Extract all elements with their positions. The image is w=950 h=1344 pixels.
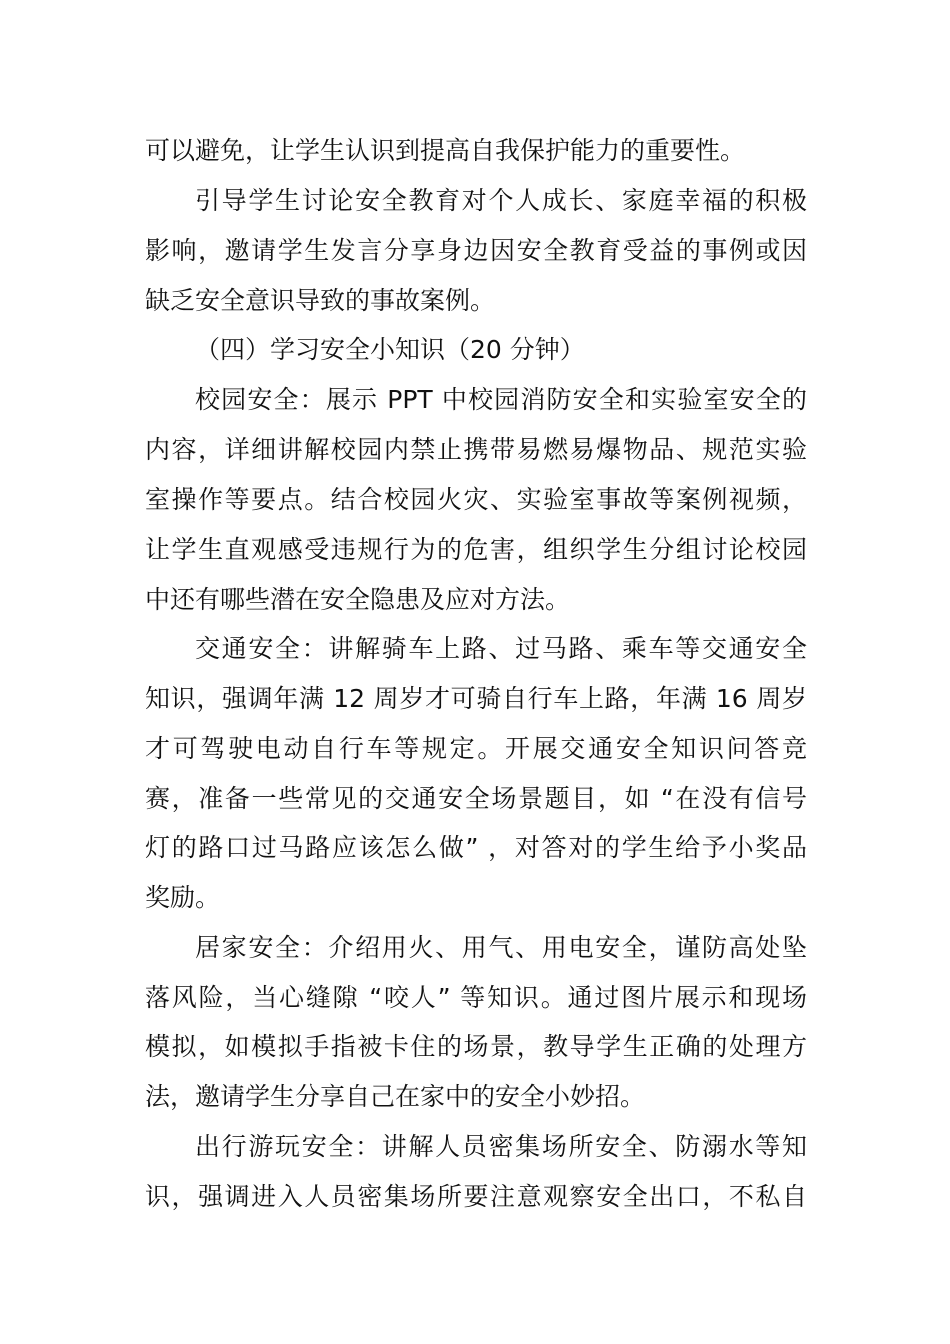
- paragraph-first-line: 校园安全：展示 PPT 中校园消防安全和实验室安全的: [195, 385, 807, 414]
- text-line: 知识，强调年满 12 周岁才可骑自行车上路，年满 16 周岁: [145, 684, 807, 713]
- text-line: 模拟，如模拟手指被卡住的场景，教导学生正确的处理方: [145, 1032, 807, 1061]
- text-line: 室操作等要点。结合校园火灾、实验室事故等案例视频，: [145, 485, 807, 514]
- paragraph-first-line: 交通安全：讲解骑车上路、过马路、乘车等交通安全: [195, 634, 807, 663]
- text-line: 可以避免，让学生认识到提高自我保护能力的重要性。: [145, 136, 746, 165]
- text-line: 识，强调进入人员密集场所要注意观察安全出口，不私自: [145, 1182, 807, 1211]
- paragraph-first-line: 出行游玩安全：讲解人员密集场所安全、防溺水等知: [195, 1132, 807, 1161]
- text-line: 赛，准备一些常见的交通安全场景题目，如 “在没有信号: [145, 784, 807, 813]
- text-line: 让学生直观感受违规行为的危害，组织学生分组讨论校园: [145, 535, 807, 564]
- text-line: 缺乏安全意识导致的事故案例。: [145, 286, 496, 315]
- paragraph-first-line: 居家安全：介绍用火、用气、用电安全，谨防高处坠: [195, 933, 807, 962]
- text-line: 影响，邀请学生发言分享身边因安全教育受益的事例或因: [145, 236, 807, 265]
- text-line: 才可驾驶电动自行车等规定。开展交通安全知识问答竞: [145, 734, 807, 763]
- text-line: 落风险，当心缝隙 “咬人” 等知识。通过图片展示和现场: [145, 983, 807, 1012]
- paragraph-first-line: 引导学生讨论安全教育对个人成长、家庭幸福的积极: [195, 186, 807, 215]
- text-line: 内容，详细讲解校园内禁止携带易燃易爆物品、规范实验: [145, 435, 807, 464]
- text-line: 中还有哪些潜在安全隐患及应对方法。: [145, 585, 571, 614]
- text-line: 灯的路口过马路应该怎么做” ，对答对的学生给予小奖品: [145, 833, 807, 862]
- text-line: 法，邀请学生分享自己在家中的安全小妙招。: [145, 1082, 646, 1111]
- text-line: 奖励。: [145, 883, 221, 912]
- section-heading: （四）学习安全小知识（20 分钟）: [195, 335, 585, 364]
